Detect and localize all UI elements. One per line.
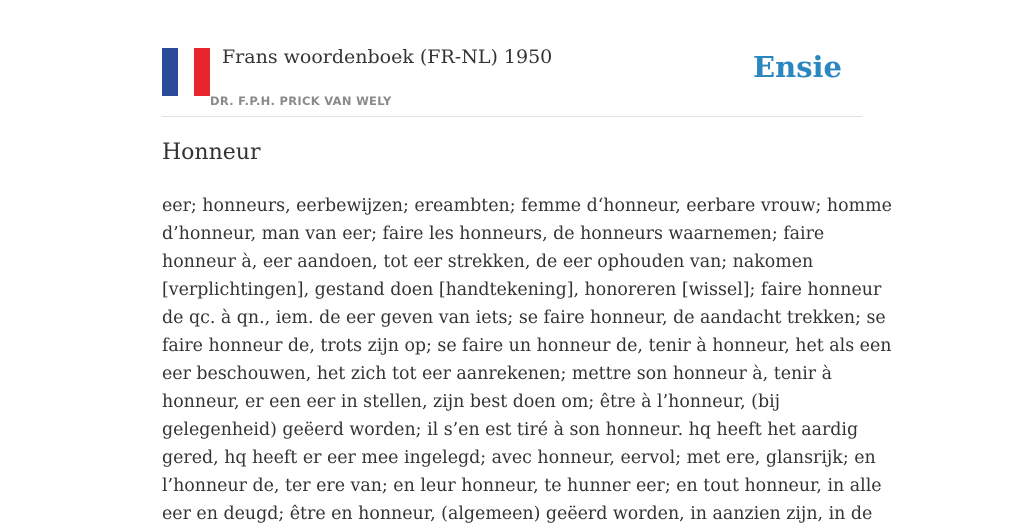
definition-line: honneur à, eer aandoen, tot eer strekken, de eer ophouden van; nakomen [162, 252, 814, 272]
definition-line: eer beschouwen, het zich tot eer aanrekenen; mettre son honneur à, tenir à [162, 364, 832, 384]
dictionary-author: DR. F.P.H. PRICK VAN WELY [210, 94, 392, 108]
definition-line: eer en deugd; être en honneur, (algemeen) geëerd worden, in aanzien zijn, in de [162, 504, 873, 524]
definition-line: d’honneur, man van eer; faire les honneurs, de honneurs waarnemen; faire [162, 224, 825, 244]
entry-definition [162, 192, 892, 528]
flag-stripe-blue [162, 48, 178, 96]
flag-stripe-red [194, 48, 210, 96]
definition-line: de qc. à qn., iem. de eer geven van iets; se faire honneur, de aandacht trekken; se [162, 308, 886, 328]
french-flag-icon [162, 48, 210, 96]
definition-line: gelegenheid) geëerd worden; il s’en est tiré à son honneur. hq heeft het aardig [162, 420, 859, 440]
entry-title: Honneur [162, 140, 261, 165]
definition-line: faire honneur de, trots zijn op; se faire un honneur de, tenir à honneur, het als een [162, 336, 892, 356]
ensie-logo[interactable]: Ensie [753, 50, 842, 84]
definition-line: l’honneur de, ter ere van; en leur honneur, te hunner eer; en tout honneur, in alle [162, 476, 882, 496]
flag-stripe-white [178, 48, 194, 96]
dictionary-title[interactable]: Frans woordenboek (FR-NL) 1950 [222, 46, 553, 68]
definition-line: honneur, er een eer in stellen, zijn best doen om; être à l’honneur, (bij [162, 392, 781, 412]
definition-line: eer; honneurs, eerbewijzen; ereambten; femme d‘honneur, eerbare vrouw; homme [162, 196, 892, 216]
dictionary-header [162, 46, 862, 117]
definition-line: [verplichtingen], gestand doen [handtekening], honoreren [wissel]; faire honneur [162, 280, 882, 300]
definition-line: gered, hq heeft er eer mee ingelegd; avec honneur, eervol; met ere, glansrijk; en [162, 448, 876, 468]
